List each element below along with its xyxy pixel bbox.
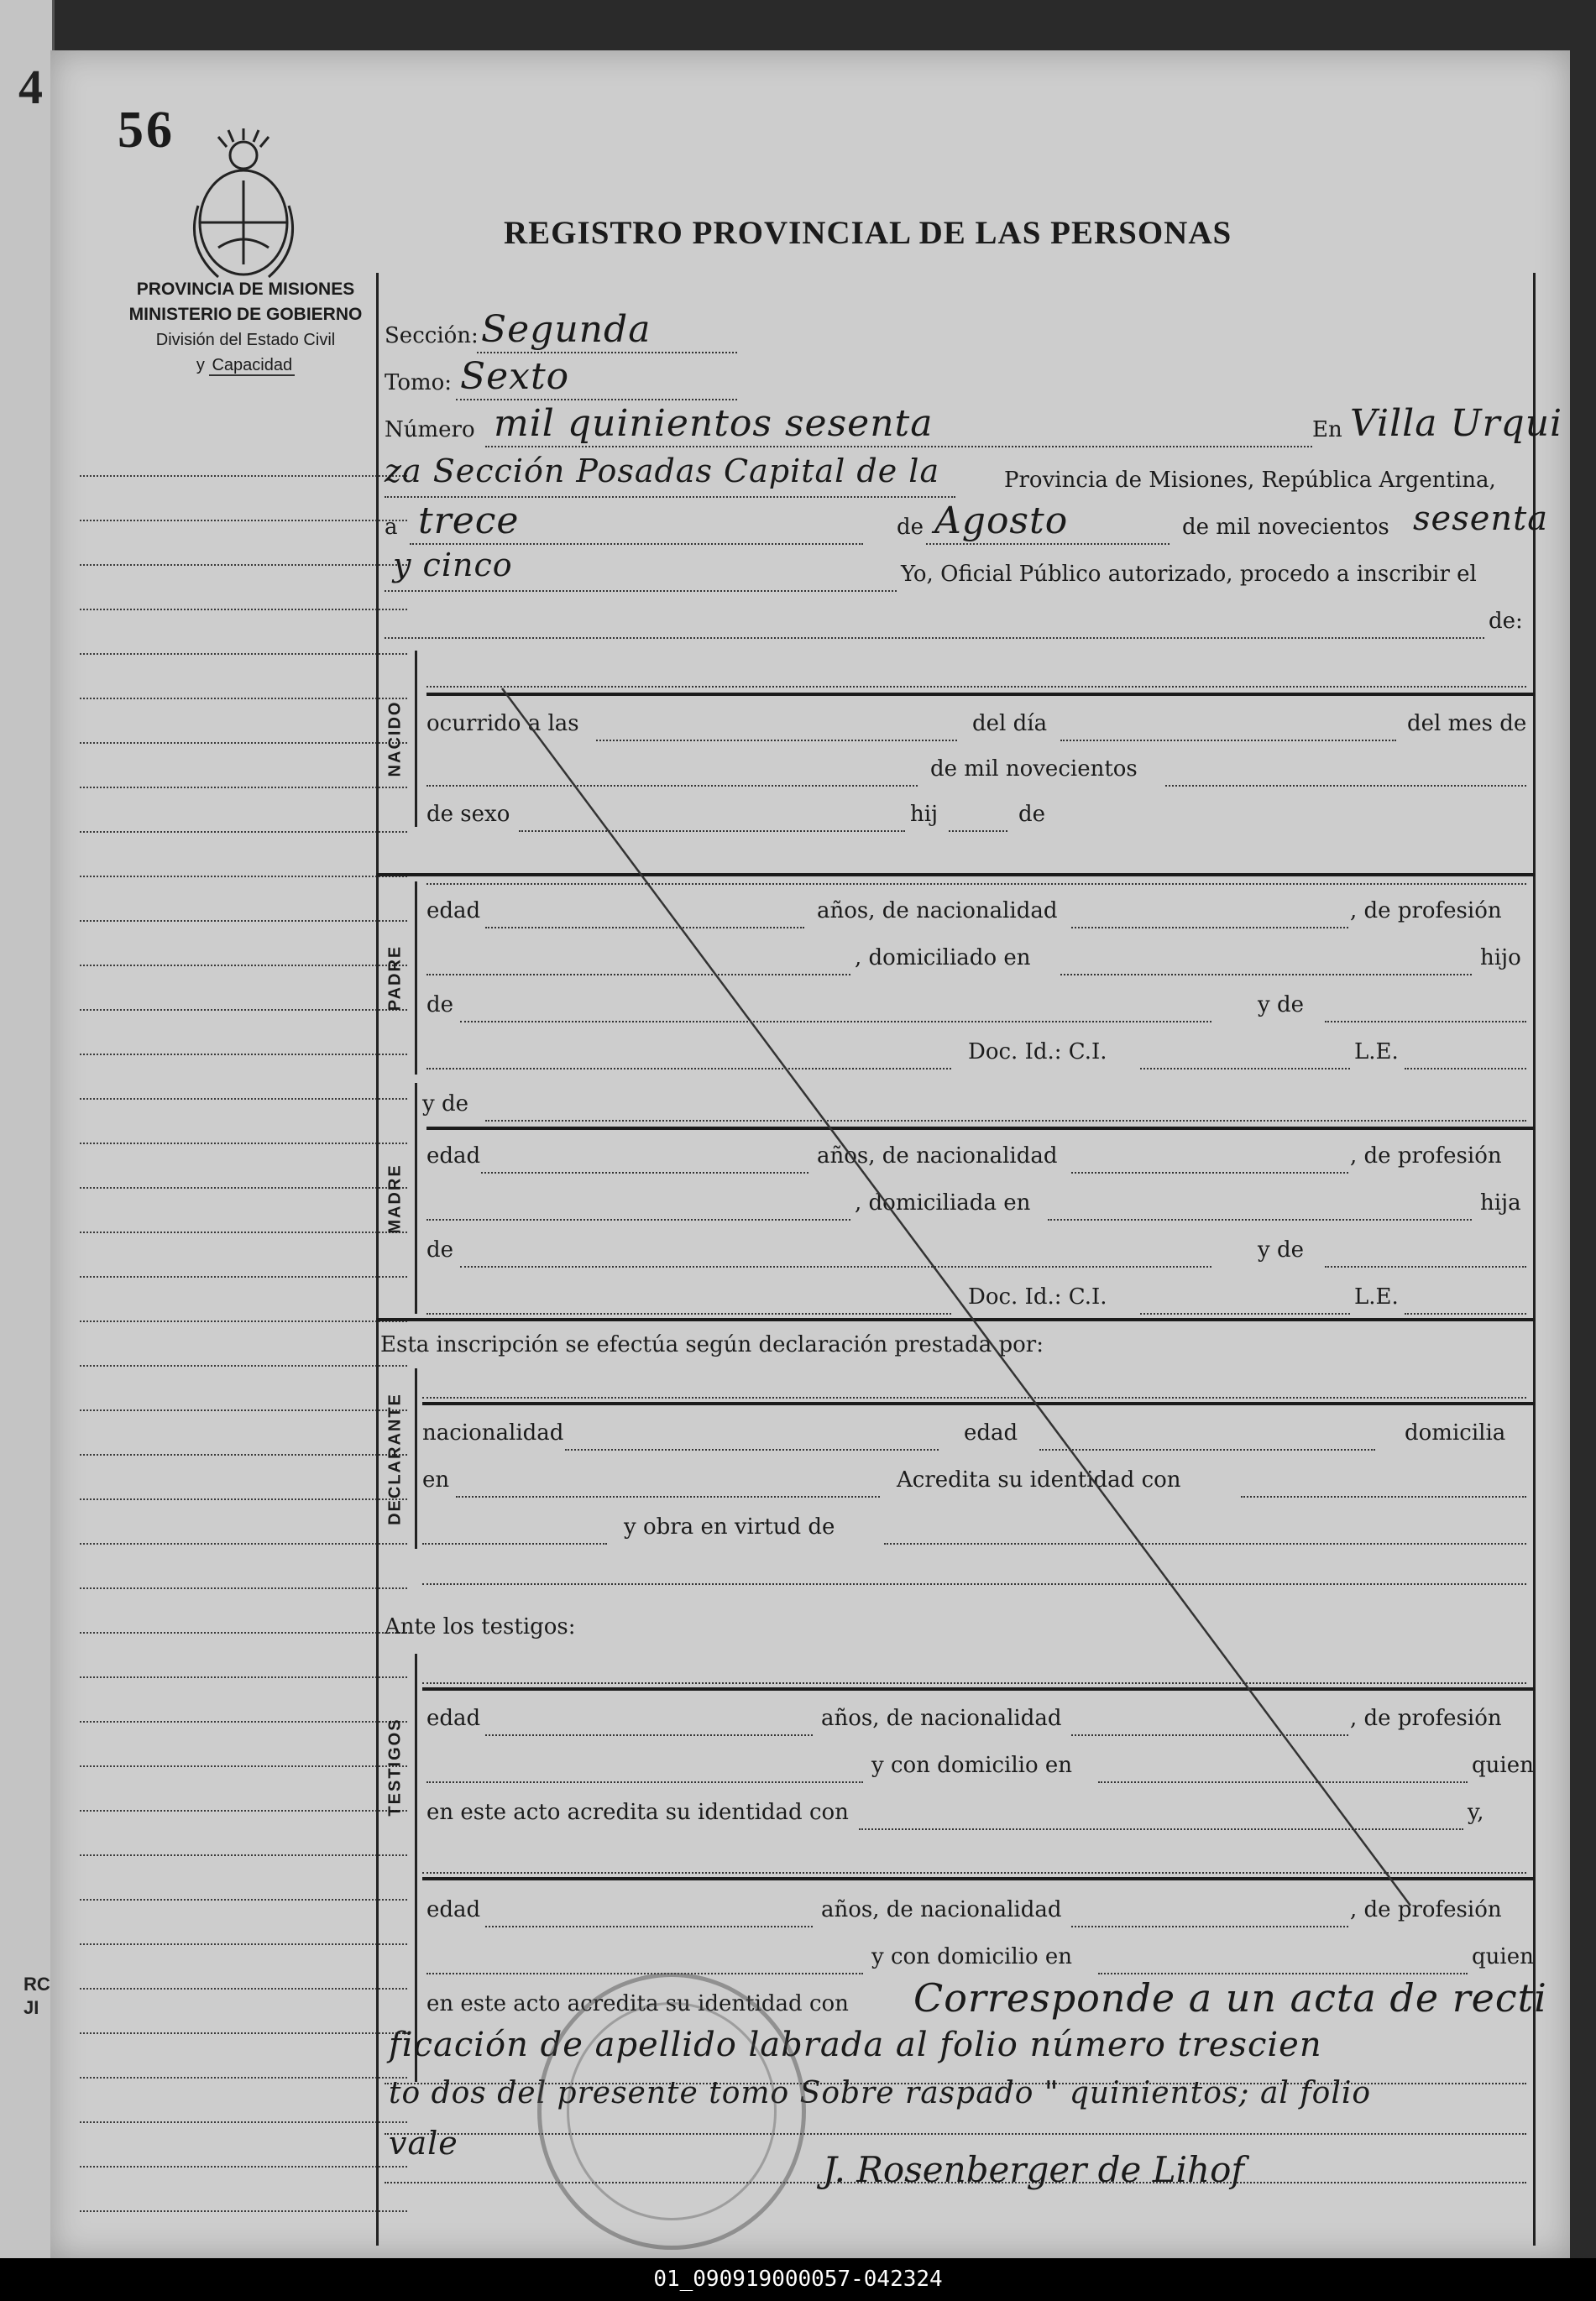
edge-letters: RC JI: [24, 1974, 50, 2018]
agency-ministry: MINISTERIO DE GOBIERNO: [128, 305, 363, 324]
declarante-acredita-label: Acredita su identidad con: [897, 1467, 1181, 1493]
agency-capacity-word: Capacidad: [209, 356, 295, 376]
declarante-nacionalidad-label: nacionalidad: [422, 1420, 564, 1446]
annotation-line-3: to dos del presente tomo Sobre raspado " quinientos; al folio: [389, 2076, 1372, 2110]
agency-division: División del Estado Civil: [155, 331, 336, 349]
seccion-label: Sección:: [385, 323, 479, 348]
year-continuation: y cinco: [393, 546, 513, 583]
declarante-edad-label: edad: [964, 1420, 1018, 1446]
a-label: a: [385, 515, 398, 540]
padre-doc-label: Doc. Id.: C.I.: [968, 1039, 1107, 1064]
en-value: Villa Urqui: [1350, 402, 1563, 445]
madre-y-de-label: y de: [1258, 1237, 1304, 1263]
del-mes-label: del mes de: [1407, 711, 1527, 736]
testigo1-acredita-label: en este acto acredita su identidad con: [426, 1800, 849, 1825]
testigo2-edad-label: edad: [426, 1897, 481, 1922]
scan-caption: 01_090919000057-042324: [0, 2258, 1596, 2301]
madre-edad-label: edad: [426, 1143, 481, 1169]
declarante-en-label: en: [422, 1467, 450, 1493]
testigo2-quien-label: quien: [1472, 1944, 1534, 1969]
registry-page: [50, 50, 1570, 2258]
place-continuation: za Sección Posadas Capital de la: [385, 452, 940, 489]
de-end: de:: [1489, 609, 1523, 634]
agency-capacity-y: y: [196, 356, 205, 374]
ocurrido-label: ocurrido a las: [426, 711, 579, 736]
testigo1-edad-label: edad: [426, 1706, 481, 1731]
padre-edad-label: edad: [426, 898, 481, 923]
tomo-value: Sexto: [460, 355, 570, 398]
declarante-obra-label: y obra en virtud de: [624, 1514, 835, 1540]
declarante-domicilia-label: domicilia: [1405, 1420, 1506, 1446]
declarante-side-label: DECLARANTE: [385, 1392, 405, 1525]
official-signature: J. Rosenberger de Lihof: [823, 2149, 1244, 2190]
month-value: Agosto: [934, 499, 1069, 542]
edge-number: 4: [18, 60, 43, 114]
testigo2-profesion-label: , de profesión: [1350, 1897, 1502, 1922]
madre-nacionalidad-label: años, de nacionalidad: [817, 1143, 1058, 1169]
numero-value: mil quinientos sesenta: [494, 402, 934, 445]
page-title: REGISTRO PROVINCIAL DE LAS PERSONAS: [504, 215, 1232, 251]
provincia-text: Provincia de Misiones, República Argentina,: [1004, 468, 1496, 493]
year-prefix: de mil novecientos: [1182, 515, 1389, 540]
hij-label: hij: [910, 802, 939, 827]
madre-doc-label: Doc. Id.: C.I.: [968, 1284, 1107, 1310]
testigo2-domicilio-label: y con domicilio en: [871, 1944, 1073, 1969]
madre-side-label: MADRE: [385, 1163, 405, 1234]
de-sexo-label: de sexo: [426, 802, 510, 827]
day-value: trece: [418, 499, 520, 542]
madre-y-de-top-label: y de: [422, 1091, 468, 1117]
testigo2-acredita-label: en este acto acredita su identidad con: [426, 1991, 849, 2016]
testigo1-y-label: y,: [1468, 1800, 1484, 1825]
annotation-line-1: Corresponde a un acta de recti: [913, 1975, 1547, 2021]
cancellation-diagonal-line: [50, 50, 1570, 2258]
padre-hijo-label: hijo: [1480, 945, 1521, 970]
padre-nacionalidad-label: años, de nacionalidad: [817, 898, 1058, 923]
folio-number: 56: [118, 102, 175, 159]
madre-domiciliada-label: , domiciliada en: [855, 1190, 1031, 1216]
testigos-heading: Ante los testigos:: [385, 1614, 576, 1639]
book-binding: [0, 0, 55, 2267]
testigo1-quien-label: quien: [1472, 1753, 1534, 1778]
padre-side-label: PADRE: [385, 944, 405, 1012]
madre-de-label: de: [426, 1237, 454, 1263]
padre-profesion-label: , de profesión: [1350, 898, 1502, 923]
testigo1-nacionalidad-label: años, de nacionalidad: [821, 1706, 1062, 1731]
madre-profesion-label: , de profesión: [1350, 1143, 1502, 1169]
madre-le-label: L.E.: [1354, 1284, 1399, 1310]
en-label: En: [1312, 417, 1342, 442]
testigo1-profesion-label: , de profesión: [1350, 1706, 1502, 1731]
seccion-value: Segunda: [481, 308, 651, 351]
year-value: sesenta: [1413, 499, 1549, 538]
oficial-text: Yo, Oficial Público autorizado, procedo a inscribir el: [901, 562, 1477, 587]
padre-de-label: de: [426, 992, 454, 1017]
padre-y-de-label: y de: [1258, 992, 1304, 1017]
annotation-line-2: ficación de apellido labrada al folio número trescien: [389, 2026, 1322, 2064]
testigos-side-label: TESTIGOS: [385, 1718, 405, 1817]
tomo-label: Tomo:: [385, 370, 453, 395]
de-label: de: [897, 515, 924, 540]
testigo1-domicilio-label: y con domicilio en: [871, 1753, 1073, 1778]
de-mil-label: de mil novecientos: [930, 756, 1138, 782]
madre-hija-label: hija: [1480, 1190, 1521, 1216]
padre-domiciliado-label: , domiciliado en: [855, 945, 1031, 970]
padre-le-label: L.E.: [1354, 1039, 1399, 1064]
declaracion-text: Esta inscripción se efectúa según declaración prestada por:: [380, 1332, 1044, 1357]
annotation-line-4: vale: [389, 2125, 458, 2162]
nacido-side-label: NACIDO: [385, 700, 405, 777]
del-dia-label: del día: [972, 711, 1048, 736]
numero-label: Número: [385, 417, 475, 442]
agency-province: PROVINCIA DE MISIONES: [136, 280, 355, 299]
testigo2-nacionalidad-label: años, de nacionalidad: [821, 1897, 1062, 1922]
nacido-de-label: de: [1018, 802, 1046, 827]
